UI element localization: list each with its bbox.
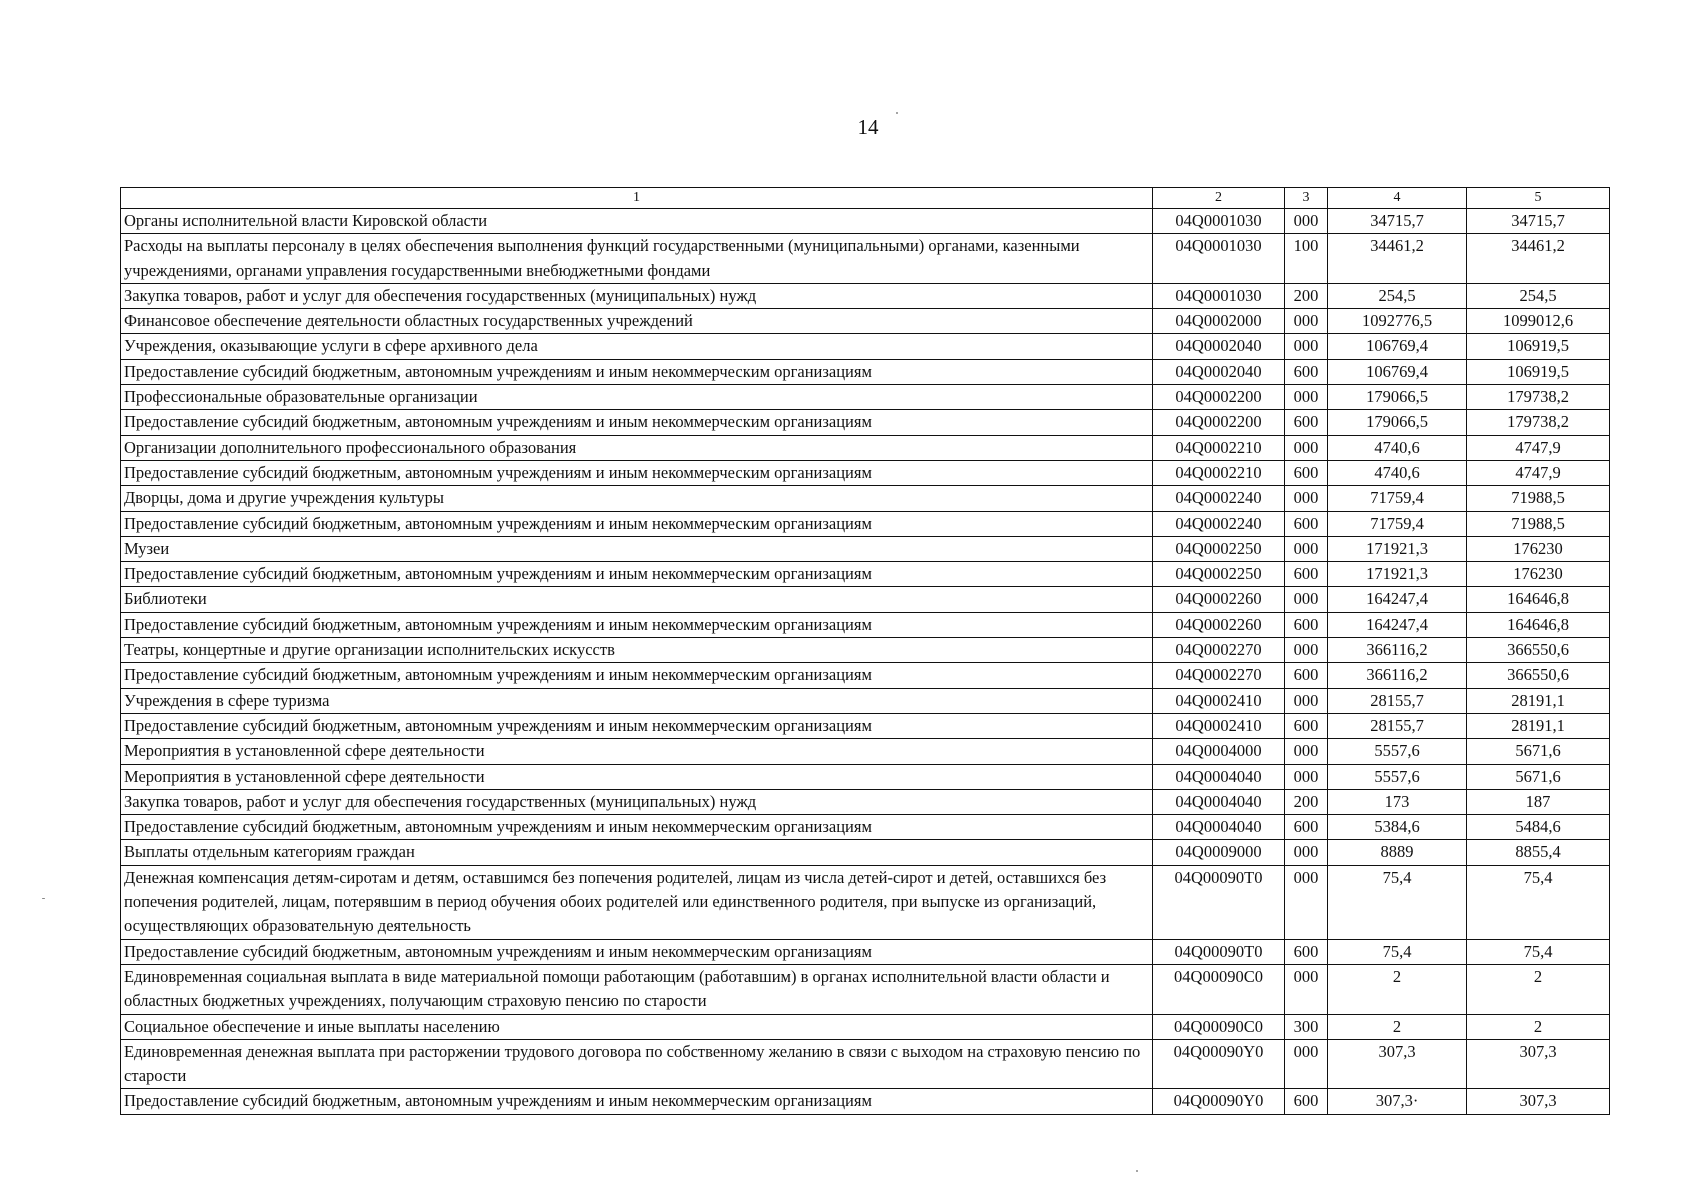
cell-code: 04Q0002040: [1153, 359, 1285, 384]
cell-amount-1: 4740,6: [1328, 460, 1467, 485]
cell-code: 04Q0004040: [1153, 815, 1285, 840]
cell-amount-1: 34461,2: [1328, 234, 1467, 284]
cell-code: 04Q0002250: [1153, 536, 1285, 561]
cell-amount-1: 307,3: [1328, 1039, 1467, 1089]
table-row: [121, 1039, 1610, 1089]
cell-expense-type: 200: [1285, 283, 1328, 308]
budget-table: [120, 187, 1610, 1115]
cell-code: 04Q00090C0: [1153, 1014, 1285, 1039]
cell-expense-type: 000: [1285, 865, 1328, 939]
cell-expense-type: 000: [1285, 964, 1328, 1014]
cell-name: Финансовое обеспечение деятельности областных государственных учреждений: [121, 309, 1153, 334]
cell-code: 04Q0002410: [1153, 713, 1285, 738]
cell-code: 04Q0002200: [1153, 385, 1285, 410]
cell-amount-2: 71988,5: [1467, 486, 1610, 511]
cell-name: Учреждения, оказывающие услуги в сфере архивного дела: [121, 334, 1153, 359]
cell-expense-type: 600: [1285, 511, 1328, 536]
cell-code: 04Q0002410: [1153, 688, 1285, 713]
cell-amount-2: 34715,7: [1467, 209, 1610, 234]
cell-amount-1: 28155,7: [1328, 688, 1467, 713]
table-row: [121, 1014, 1610, 1039]
cell-code: 04Q00090T0: [1153, 939, 1285, 964]
cell-expense-type: 100: [1285, 234, 1328, 284]
cell-code: 04Q00090T0: [1153, 865, 1285, 939]
table-row: [121, 939, 1610, 964]
cell-name: Предоставление субсидий бюджетным, автономным учреждениям и иным некоммерческим организациям: [121, 612, 1153, 637]
cell-amount-2: 106919,5: [1467, 334, 1610, 359]
cell-expense-type: 600: [1285, 815, 1328, 840]
cell-amount-1: 5384,6: [1328, 815, 1467, 840]
cell-amount-1: 171921,3: [1328, 562, 1467, 587]
cell-code: 04Q0002210: [1153, 435, 1285, 460]
cell-name: Организации дополнительного профессионального образования: [121, 435, 1153, 460]
cell-code: 04Q0002040: [1153, 334, 1285, 359]
cell-code: 04Q0004040: [1153, 789, 1285, 814]
cell-expense-type: 000: [1285, 587, 1328, 612]
cell-amount-2: 176230: [1467, 536, 1610, 561]
header-cell-code: 2: [1153, 188, 1285, 209]
table-row: [121, 511, 1610, 536]
cell-expense-type: 000: [1285, 486, 1328, 511]
cell-amount-1: 4740,6: [1328, 435, 1467, 460]
cell-expense-type: 000: [1285, 536, 1328, 561]
cell-expense-type: 000: [1285, 1039, 1328, 1089]
cell-expense-type: 000: [1285, 385, 1328, 410]
table-row: [121, 209, 1610, 234]
cell-amount-1: 2: [1328, 964, 1467, 1014]
cell-expense-type: 000: [1285, 435, 1328, 460]
scan-speck: [42, 898, 45, 899]
table-row: [121, 663, 1610, 688]
cell-code: 04Q0002260: [1153, 587, 1285, 612]
cell-amount-1: 307,3·: [1328, 1089, 1467, 1114]
header-cell-name: 1: [121, 188, 1153, 209]
cell-amount-2: 366550,6: [1467, 638, 1610, 663]
table-row: [121, 815, 1610, 840]
cell-name: Предоставление субсидий бюджетным, автономным учреждениям и иным некоммерческим организациям: [121, 713, 1153, 738]
cell-code: 04Q0001030: [1153, 283, 1285, 308]
table-row: [121, 789, 1610, 814]
cell-expense-type: 600: [1285, 562, 1328, 587]
table-row: [121, 587, 1610, 612]
cell-expense-type: 000: [1285, 209, 1328, 234]
cell-name: Учреждения в сфере туризма: [121, 688, 1153, 713]
cell-code: 04Q0002210: [1153, 460, 1285, 485]
cell-name: Предоставление субсидий бюджетным, автономным учреждениям и иным некоммерческим организациям: [121, 410, 1153, 435]
cell-amount-1: 106769,4: [1328, 334, 1467, 359]
cell-amount-2: 75,4: [1467, 865, 1610, 939]
cell-amount-1: 75,4: [1328, 865, 1467, 939]
cell-name: Закупка товаров, работ и услуг для обеспечения государственных (муниципальных) нужд: [121, 283, 1153, 308]
table-row: [121, 764, 1610, 789]
cell-amount-2: 164646,8: [1467, 612, 1610, 637]
cell-expense-type: 600: [1285, 460, 1328, 485]
cell-amount-2: 1099012,6: [1467, 309, 1610, 334]
cell-amount-2: 179738,2: [1467, 410, 1610, 435]
cell-code: 04Q00090Y0: [1153, 1039, 1285, 1089]
cell-amount-2: 5671,6: [1467, 764, 1610, 789]
table-row: [121, 234, 1610, 284]
cell-code: 04Q0002000: [1153, 309, 1285, 334]
cell-name: Театры, концертные и другие организации исполнительских искусств: [121, 638, 1153, 663]
cell-amount-1: 71759,4: [1328, 486, 1467, 511]
table-row: [121, 334, 1610, 359]
cell-amount-1: 28155,7: [1328, 713, 1467, 738]
cell-amount-2: 28191,1: [1467, 713, 1610, 738]
cell-amount-2: 106919,5: [1467, 359, 1610, 384]
table-row: [121, 283, 1610, 308]
cell-amount-1: 254,5: [1328, 283, 1467, 308]
table-row: [121, 460, 1610, 485]
cell-expense-type: 600: [1285, 713, 1328, 738]
cell-name: Предоставление субсидий бюджетным, автономным учреждениям и иным некоммерческим организациям: [121, 511, 1153, 536]
cell-name: Музеи: [121, 536, 1153, 561]
cell-expense-type: 000: [1285, 309, 1328, 334]
header-cell-amount-2: 5: [1467, 188, 1610, 209]
cell-code: 04Q0002270: [1153, 638, 1285, 663]
cell-amount-2: 2: [1467, 964, 1610, 1014]
cell-name: Закупка товаров, работ и услуг для обеспечения государственных (муниципальных) нужд: [121, 789, 1153, 814]
cell-amount-1: 366116,2: [1328, 663, 1467, 688]
cell-code: 04Q0002250: [1153, 562, 1285, 587]
cell-amount-2: 254,5: [1467, 283, 1610, 308]
cell-amount-2: 176230: [1467, 562, 1610, 587]
scan-speck: [896, 112, 898, 114]
table-header-row: [121, 188, 1610, 209]
cell-code: 04Q0002200: [1153, 410, 1285, 435]
cell-amount-1: 5557,6: [1328, 739, 1467, 764]
cell-amount-1: 8889: [1328, 840, 1467, 865]
cell-code: 04Q0002270: [1153, 663, 1285, 688]
cell-name: Предоставление субсидий бюджетным, автономным учреждениям и иным некоммерческим организациям: [121, 460, 1153, 485]
cell-amount-1: 179066,5: [1328, 385, 1467, 410]
header-cell-type: 3: [1285, 188, 1328, 209]
scan-speck: [1136, 1170, 1138, 1172]
cell-expense-type: 600: [1285, 939, 1328, 964]
table-row: [121, 638, 1610, 663]
cell-name: Мероприятия в установленной сфере деятельности: [121, 739, 1153, 764]
cell-amount-1: 5557,6: [1328, 764, 1467, 789]
cell-amount-2: 8855,4: [1467, 840, 1610, 865]
cell-expense-type: 000: [1285, 688, 1328, 713]
cell-name: Единовременная денежная выплата при расторжении трудового договора по собственному желанию в связи с выходом на страховую пенсию по старости: [121, 1039, 1153, 1089]
cell-code: 04Q00090Y0: [1153, 1089, 1285, 1114]
cell-name: Мероприятия в установленной сфере деятельности: [121, 764, 1153, 789]
table-row: [121, 713, 1610, 738]
cell-amount-1: 71759,4: [1328, 511, 1467, 536]
cell-amount-2: 5671,6: [1467, 739, 1610, 764]
cell-expense-type: 600: [1285, 1089, 1328, 1114]
cell-expense-type: 000: [1285, 334, 1328, 359]
cell-amount-2: 28191,1: [1467, 688, 1610, 713]
cell-name: Библиотеки: [121, 587, 1153, 612]
cell-amount-1: 179066,5: [1328, 410, 1467, 435]
cell-amount-1: 1092776,5: [1328, 309, 1467, 334]
table-row: [121, 1089, 1610, 1114]
table-row: [121, 309, 1610, 334]
table-row: [121, 964, 1610, 1014]
table-row: [121, 536, 1610, 561]
table-row: [121, 435, 1610, 460]
table-row: [121, 486, 1610, 511]
page-number: 14: [857, 115, 879, 139]
cell-code: 04Q0004040: [1153, 764, 1285, 789]
cell-name: Предоставление субсидий бюджетным, автономным учреждениям и иным некоммерческим организациям: [121, 815, 1153, 840]
cell-amount-1: 164247,4: [1328, 612, 1467, 637]
cell-amount-2: 164646,8: [1467, 587, 1610, 612]
cell-amount-2: 366550,6: [1467, 663, 1610, 688]
cell-name: Предоставление субсидий бюджетным, автономным учреждениям и иным некоммерческим организациям: [121, 1089, 1153, 1114]
cell-name: Расходы на выплаты персоналу в целях обеспечения выполнения функций государственными (муниципальными) органами, казенными учреждениями, органами управления государственными внебюджетными фондами: [121, 234, 1153, 284]
cell-expense-type: 300: [1285, 1014, 1328, 1039]
cell-expense-type: 000: [1285, 764, 1328, 789]
cell-code: 04Q0004000: [1153, 739, 1285, 764]
cell-name: Органы исполнительной власти Кировской области: [121, 209, 1153, 234]
table-row: [121, 385, 1610, 410]
cell-expense-type: 600: [1285, 410, 1328, 435]
cell-amount-1: 173: [1328, 789, 1467, 814]
cell-expense-type: 600: [1285, 359, 1328, 384]
table-row: [121, 865, 1610, 939]
cell-amount-1: 171921,3: [1328, 536, 1467, 561]
cell-expense-type: 000: [1285, 638, 1328, 663]
cell-amount-1: 75,4: [1328, 939, 1467, 964]
cell-code: 04Q0002240: [1153, 486, 1285, 511]
cell-amount-2: 75,4: [1467, 939, 1610, 964]
cell-name: Выплаты отдельным категориям граждан: [121, 840, 1153, 865]
cell-expense-type: 600: [1285, 663, 1328, 688]
cell-amount-1: 366116,2: [1328, 638, 1467, 663]
cell-amount-1: 164247,4: [1328, 587, 1467, 612]
cell-name: Профессиональные образовательные организации: [121, 385, 1153, 410]
cell-name: Дворцы, дома и другие учреждения культуры: [121, 486, 1153, 511]
table-body: [121, 188, 1610, 1115]
table-row: [121, 359, 1610, 384]
cell-amount-2: 34461,2: [1467, 234, 1610, 284]
cell-expense-type: 200: [1285, 789, 1328, 814]
cell-name: Предоставление субсидий бюджетным, автономным учреждениям и иным некоммерческим организациям: [121, 562, 1153, 587]
cell-amount-1: 106769,4: [1328, 359, 1467, 384]
table-row: [121, 840, 1610, 865]
table-row: [121, 612, 1610, 637]
cell-amount-2: 187: [1467, 789, 1610, 814]
cell-code: 04Q0002260: [1153, 612, 1285, 637]
cell-amount-2: 307,3: [1467, 1039, 1610, 1089]
cell-name: Социальное обеспечение и иные выплаты населению: [121, 1014, 1153, 1039]
cell-expense-type: 000: [1285, 739, 1328, 764]
cell-amount-2: 179738,2: [1467, 385, 1610, 410]
cell-name: Денежная компенсация детям-сиротам и детям, оставшимся без попечения родителей, лицам из числа детей-сирот и детей, оставшихся без попечения родителей, лицам, потерявшим в период обучения обоих родителей или единственного родителя, при выпуске из организаций, осуществляющих образовательную деятельность: [121, 865, 1153, 939]
header-cell-amount-1: 4: [1328, 188, 1467, 209]
table-row: [121, 410, 1610, 435]
cell-expense-type: 000: [1285, 840, 1328, 865]
cell-name: Предоставление субсидий бюджетным, автономным учреждениям и иным некоммерческим организациям: [121, 663, 1153, 688]
cell-code: 04Q0002240: [1153, 511, 1285, 536]
cell-amount-2: 5484,6: [1467, 815, 1610, 840]
cell-code: 04Q00090C0: [1153, 964, 1285, 1014]
cell-code: 04Q0001030: [1153, 209, 1285, 234]
table-row: [121, 688, 1610, 713]
cell-amount-2: 307,3: [1467, 1089, 1610, 1114]
table-row: [121, 739, 1610, 764]
cell-amount-2: 4747,9: [1467, 435, 1610, 460]
cell-amount-1: 34715,7: [1328, 209, 1467, 234]
cell-expense-type: 600: [1285, 612, 1328, 637]
cell-name: Предоставление субсидий бюджетным, автономным учреждениям и иным некоммерческим организациям: [121, 359, 1153, 384]
cell-amount-2: 2: [1467, 1014, 1610, 1039]
cell-code: 04Q0001030: [1153, 234, 1285, 284]
cell-name: Единовременная социальная выплата в виде материальной помощи работающим (работавшим) в органах исполнительной власти области и областных бюджетных учреждениях, получающим страховую пенсию по старости: [121, 964, 1153, 1014]
cell-code: 04Q0009000: [1153, 840, 1285, 865]
cell-amount-1: 2: [1328, 1014, 1467, 1039]
cell-name: Предоставление субсидий бюджетным, автономным учреждениям и иным некоммерческим организациям: [121, 939, 1153, 964]
cell-amount-2: 4747,9: [1467, 460, 1610, 485]
cell-amount-2: 71988,5: [1467, 511, 1610, 536]
table-row: [121, 562, 1610, 587]
